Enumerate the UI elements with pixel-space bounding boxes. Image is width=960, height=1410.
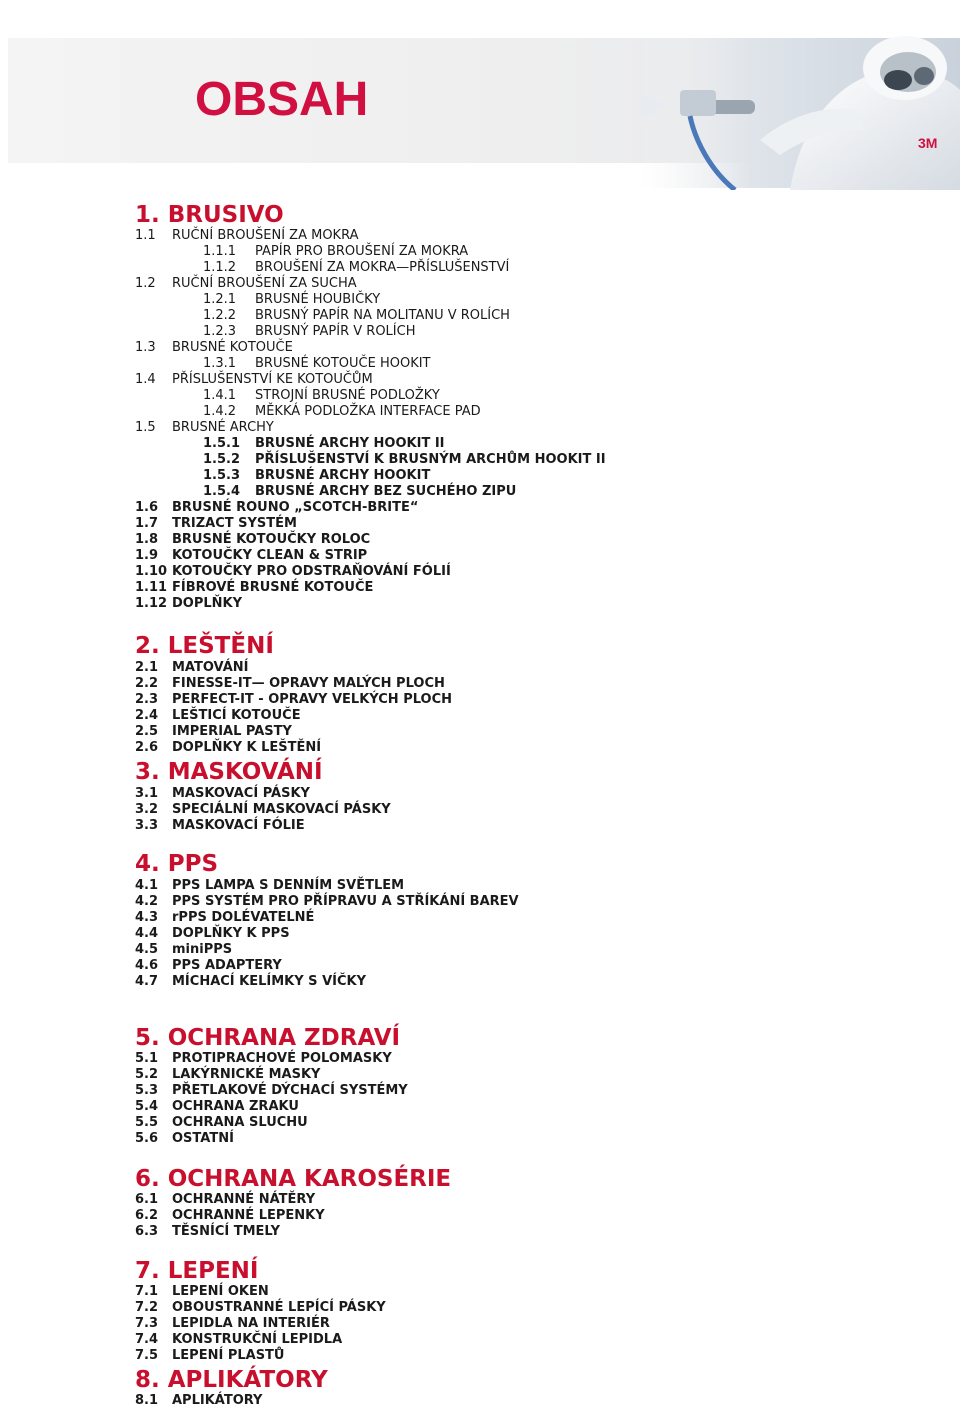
toc-item-number: 1.5.4 <box>203 484 241 499</box>
toc-item-number: 1.11 <box>135 580 168 595</box>
toc-item-label: MATOVÁNÍ <box>172 660 249 675</box>
toc-item <box>135 802 391 818</box>
toc-item-label: KOTOUČKY CLEAN & STRIP <box>172 548 368 563</box>
toc-item-label: MÍCHACÍ KELÍMKY S VÍČKY <box>172 974 366 989</box>
toc-item-label: OCHRANNÉ NÁTĚRY <box>172 1192 316 1207</box>
toc-item <box>135 1332 342 1348</box>
toc-item-number: 4.2 <box>135 894 159 909</box>
toc-item <box>135 1208 325 1224</box>
page-title: OBSAH <box>195 73 369 126</box>
toc-item <box>135 340 293 356</box>
toc-item-number: 1.2.3 <box>203 324 237 339</box>
toc-item-label: OCHRANA SLUCHU <box>172 1115 308 1130</box>
toc-item-number: 2.2 <box>135 676 159 691</box>
toc-item-label: BRUSNÉ KOTOUČE HOOKIT <box>255 356 431 371</box>
toc-item-label: KONSTRUKČNÍ LEPIDLA <box>172 1332 343 1347</box>
toc-item-label: LEPENÍ OKEN <box>172 1284 269 1299</box>
toc-item-number: 2.6 <box>135 740 159 755</box>
section-heading: 5. OCHRANA ZDRAVÍ <box>135 1025 401 1051</box>
toc-item-label: OCHRANA ZRAKU <box>172 1099 299 1114</box>
toc-item <box>135 1051 392 1067</box>
toc-item-label: PŘÍSLUŠENSTVÍ K BRUSNÝM ARCHŮM HOOKIT II <box>255 452 606 467</box>
toc-item-label: OBOUSTRANNÉ LEPÍCÍ PÁSKY <box>172 1300 386 1315</box>
toc-item-label: PPS ADAPTERY <box>172 958 282 973</box>
toc-item-label: BRUSNÉ KOTOUČKY ROLOC <box>172 532 371 547</box>
toc-item-number: 3.3 <box>135 818 159 833</box>
toc-item-label: PROTIPRACHOVÉ POLOMASKY <box>172 1051 392 1066</box>
toc-item-number: 1.8 <box>135 532 159 547</box>
toc-item-label: KOTOUČKY PRO ODSTRAŇOVÁNÍ FÓLIÍ <box>172 564 451 579</box>
toc-item-number: 1.7 <box>135 516 159 531</box>
toc-item-number: 6.3 <box>135 1224 159 1239</box>
toc-item-label: PPS SYSTÉM PRO PŘÍPRAVU A STŘÍKÁNÍ BAREV <box>172 894 519 909</box>
toc-item <box>135 1115 308 1131</box>
toc-item-number: 1.10 <box>135 564 168 579</box>
toc-item-number: 4.7 <box>135 974 159 989</box>
toc-item-number: 4.6 <box>135 958 159 973</box>
toc-item-label: MASKOVACÍ FÓLIE <box>172 818 305 833</box>
toc-subitem <box>203 468 430 484</box>
toc-item <box>135 564 451 580</box>
toc-item-number: 8.1 <box>135 1393 159 1408</box>
toc-item-label: LEPIDLA NA INTERIÉR <box>172 1316 330 1331</box>
toc-item <box>135 818 305 834</box>
toc-item <box>135 942 232 958</box>
toc-item-number: 7.3 <box>135 1316 159 1331</box>
toc-item <box>135 1300 386 1316</box>
toc-item-label: PPS LAMPA S DENNÍM SVĚTLEM <box>172 878 405 893</box>
toc-item-label: LEPENÍ PLASTŮ <box>172 1348 285 1363</box>
toc-item-number: 1.5.2 <box>203 452 241 467</box>
toc-item-label: BRUSNÉ ARCHY HOOKIT II <box>255 436 445 451</box>
toc-item <box>135 276 357 292</box>
toc-item-label: PAPÍR PRO BROUŠENÍ ZA MOKRA <box>255 244 469 259</box>
toc-item-number: 7.1 <box>135 1284 159 1299</box>
toc-item-number: 4.3 <box>135 910 159 925</box>
toc-item-number: 4.4 <box>135 926 159 941</box>
toc-item-label: MASKOVACÍ PÁSKY <box>172 786 310 801</box>
toc-item <box>135 372 373 388</box>
toc-item <box>135 740 321 756</box>
toc-item-label: BRUSNÉ HOUBIČKY <box>255 292 381 307</box>
toc-subitem <box>203 260 509 276</box>
toc-item <box>135 1348 284 1364</box>
toc-item-number: 1.9 <box>135 548 159 563</box>
toc-subitem <box>203 404 481 420</box>
toc-item-number: 6.1 <box>135 1192 159 1207</box>
toc-item-number: 1.6 <box>135 500 159 515</box>
toc-item <box>135 724 292 740</box>
toc-item <box>135 1067 320 1083</box>
toc-item-number: 2.4 <box>135 708 159 723</box>
toc-item-label: BRUSNÉ ARCHY HOOKIT <box>255 468 431 483</box>
toc-item-number: 1.5.1 <box>203 436 241 451</box>
toc-item-number: 3.1 <box>135 786 159 801</box>
toc-item-label: BRUSNÝ PAPÍR V ROLÍCH <box>255 324 416 339</box>
toc-item <box>135 878 404 894</box>
toc-item <box>135 1131 234 1147</box>
toc-item-number: 1.5 <box>135 420 156 435</box>
toc-item-label: SPECIÁLNÍ MASKOVACÍ PÁSKY <box>172 802 391 817</box>
toc-item-number: 1.1.2 <box>203 260 237 275</box>
toc-item-number: 5.5 <box>135 1115 159 1130</box>
toc-item <box>135 228 358 244</box>
toc-item-number: 5.4 <box>135 1099 159 1114</box>
section-heading: 7. LEPENÍ <box>135 1258 259 1284</box>
section-heading: 1. BRUSIVO <box>135 202 284 228</box>
toc-item-label: BRUSNÉ ARCHY BEZ SUCHÉHO ZIPU <box>255 484 517 499</box>
toc-item <box>135 786 310 802</box>
toc-item-label: RUČNÍ BROUŠENÍ ZA MOKRA <box>172 228 359 243</box>
toc-item-label: DOPLŇKY K LEŠTĚNÍ <box>172 740 322 755</box>
toc-item-number: 7.5 <box>135 1348 159 1363</box>
toc-item-number: 4.5 <box>135 942 159 957</box>
toc-item <box>135 676 445 692</box>
toc-subitem <box>203 324 415 340</box>
toc-item <box>135 660 249 676</box>
toc-subitem <box>203 452 606 468</box>
toc-item <box>135 692 452 708</box>
toc-subitem <box>203 356 431 372</box>
toc-item-label: TĚSNÍCÍ TMELY <box>172 1224 281 1239</box>
toc-item-label: DOPLŇKY K PPS <box>172 926 290 941</box>
toc-item <box>135 1316 330 1332</box>
toc-item-label: PERFECT-IT - OPRAVY VELKÝCH PLOCH <box>172 692 453 707</box>
toc-item-number: 1.12 <box>135 596 168 611</box>
section-heading: 3. MASKOVÁNÍ <box>135 759 323 785</box>
toc-item-number: 5.1 <box>135 1051 159 1066</box>
toc-item-number: 1.3.1 <box>203 356 237 371</box>
toc-item-number: 1.1.1 <box>203 244 237 259</box>
toc-item-label: LEŠTICÍ KOTOUČE <box>172 708 301 723</box>
toc-item-label: FÍBROVÉ BRUSNÉ KOTOUČE <box>172 580 374 595</box>
toc-item <box>135 708 301 724</box>
toc-subitem <box>203 244 468 260</box>
toc-item-label: rPPS DOLÉVATELNÉ <box>172 910 315 925</box>
toc-item <box>135 1083 408 1099</box>
toc-item-number: 1.4.1 <box>203 388 237 403</box>
toc-item <box>135 516 297 532</box>
toc-item-number: 4.1 <box>135 878 159 893</box>
toc-item <box>135 548 367 564</box>
toc-item-label: LAKÝRNICKÉ MASKY <box>172 1067 321 1082</box>
toc-item-label: APLIKÁTORY <box>172 1393 263 1408</box>
toc-subitem <box>203 484 516 500</box>
toc-item <box>135 1284 269 1300</box>
toc-subitem <box>203 388 440 404</box>
toc-item <box>135 580 373 596</box>
toc-item <box>135 532 370 548</box>
toc-item <box>135 1393 262 1409</box>
toc-subitem <box>203 308 510 324</box>
toc-item-label: RUČNÍ BROUŠENÍ ZA SUCHA <box>172 276 357 291</box>
toc-item-number: 5.2 <box>135 1067 159 1082</box>
toc-item-label: BRUSNÝ PAPÍR NA MOLITANU V ROLÍCH <box>255 308 510 323</box>
toc-item <box>135 894 519 910</box>
toc-item-label: PŘETLAKOVÉ DÝCHACÍ SYSTÉMY <box>172 1083 408 1098</box>
toc-item-label: TRIZACT SYSTÉM <box>172 516 297 531</box>
toc-item <box>135 926 290 942</box>
section-heading: 2. LEŠTĚNÍ <box>135 633 274 659</box>
toc-item-label: BRUSNÉ ROUNO „SCOTCH-BRITE“ <box>172 500 419 515</box>
toc-item-number: 1.4 <box>135 372 156 387</box>
toc-item-label: FINESSE-IT— OPRAVY MALÝCH PLOCH <box>172 676 445 691</box>
toc-item-number: 7.4 <box>135 1332 159 1347</box>
toc-subitem <box>203 436 445 452</box>
toc-item-number: 2.1 <box>135 660 159 675</box>
toc-item-number: 2.3 <box>135 692 159 707</box>
toc-item-number: 1.5.3 <box>203 468 241 483</box>
toc-item-number: 1.1 <box>135 228 156 243</box>
toc-item-label: PŘÍSLUŠENSTVÍ KE KOTOUČŮM <box>172 372 373 387</box>
brand-logo: 3M <box>918 135 938 151</box>
section-heading: 6. OCHRANA KAROSÉRIE <box>135 1166 452 1192</box>
toc-item-label: MĚKKÁ PODLOŽKA INTERFACE PAD <box>255 404 481 419</box>
toc-subitem <box>203 292 380 308</box>
toc-item <box>135 1192 315 1208</box>
toc-item <box>135 500 418 516</box>
toc-item-label: DOPLŇKY <box>172 596 243 611</box>
toc-item-number: 1.2 <box>135 276 156 291</box>
toc-item-number: 2.5 <box>135 724 159 739</box>
toc-item-label: IMPERIAL PASTY <box>172 724 292 739</box>
toc-item-number: 1.2.2 <box>203 308 237 323</box>
toc-item <box>135 596 242 612</box>
toc-item <box>135 1099 299 1115</box>
toc-item-number: 1.2.1 <box>203 292 237 307</box>
toc-item <box>135 958 282 974</box>
toc-item-label: miniPPS <box>172 942 233 957</box>
section-heading: 4. PPS <box>135 851 219 877</box>
toc-item-number: 7.2 <box>135 1300 159 1315</box>
section-heading: 8. APLIKÁTORY <box>135 1367 328 1393</box>
toc-item-label: BRUSNÉ KOTOUČE <box>172 340 293 355</box>
toc-item-number: 3.2 <box>135 802 159 817</box>
toc-item-label: BROUŠENÍ ZA MOKRA—PŘÍSLUŠENSTVÍ <box>255 260 510 275</box>
toc-item-number: 5.6 <box>135 1131 159 1146</box>
toc-item <box>135 910 314 926</box>
toc-item <box>135 974 366 990</box>
toc-item <box>135 1224 280 1240</box>
toc-item-number: 1.3 <box>135 340 156 355</box>
toc-item <box>135 420 274 436</box>
toc-item-label: STROJNÍ BRUSNÉ PODLOŽKY <box>255 388 440 403</box>
toc-item-label: BRUSNÉ ARCHY <box>172 420 274 435</box>
toc-item-number: 6.2 <box>135 1208 159 1223</box>
toc-item-number: 1.4.2 <box>203 404 237 419</box>
toc-item-number: 5.3 <box>135 1083 159 1098</box>
toc-item-label: OCHRANNÉ LEPENKY <box>172 1208 325 1223</box>
toc-item-label: OSTATNÍ <box>172 1131 234 1146</box>
